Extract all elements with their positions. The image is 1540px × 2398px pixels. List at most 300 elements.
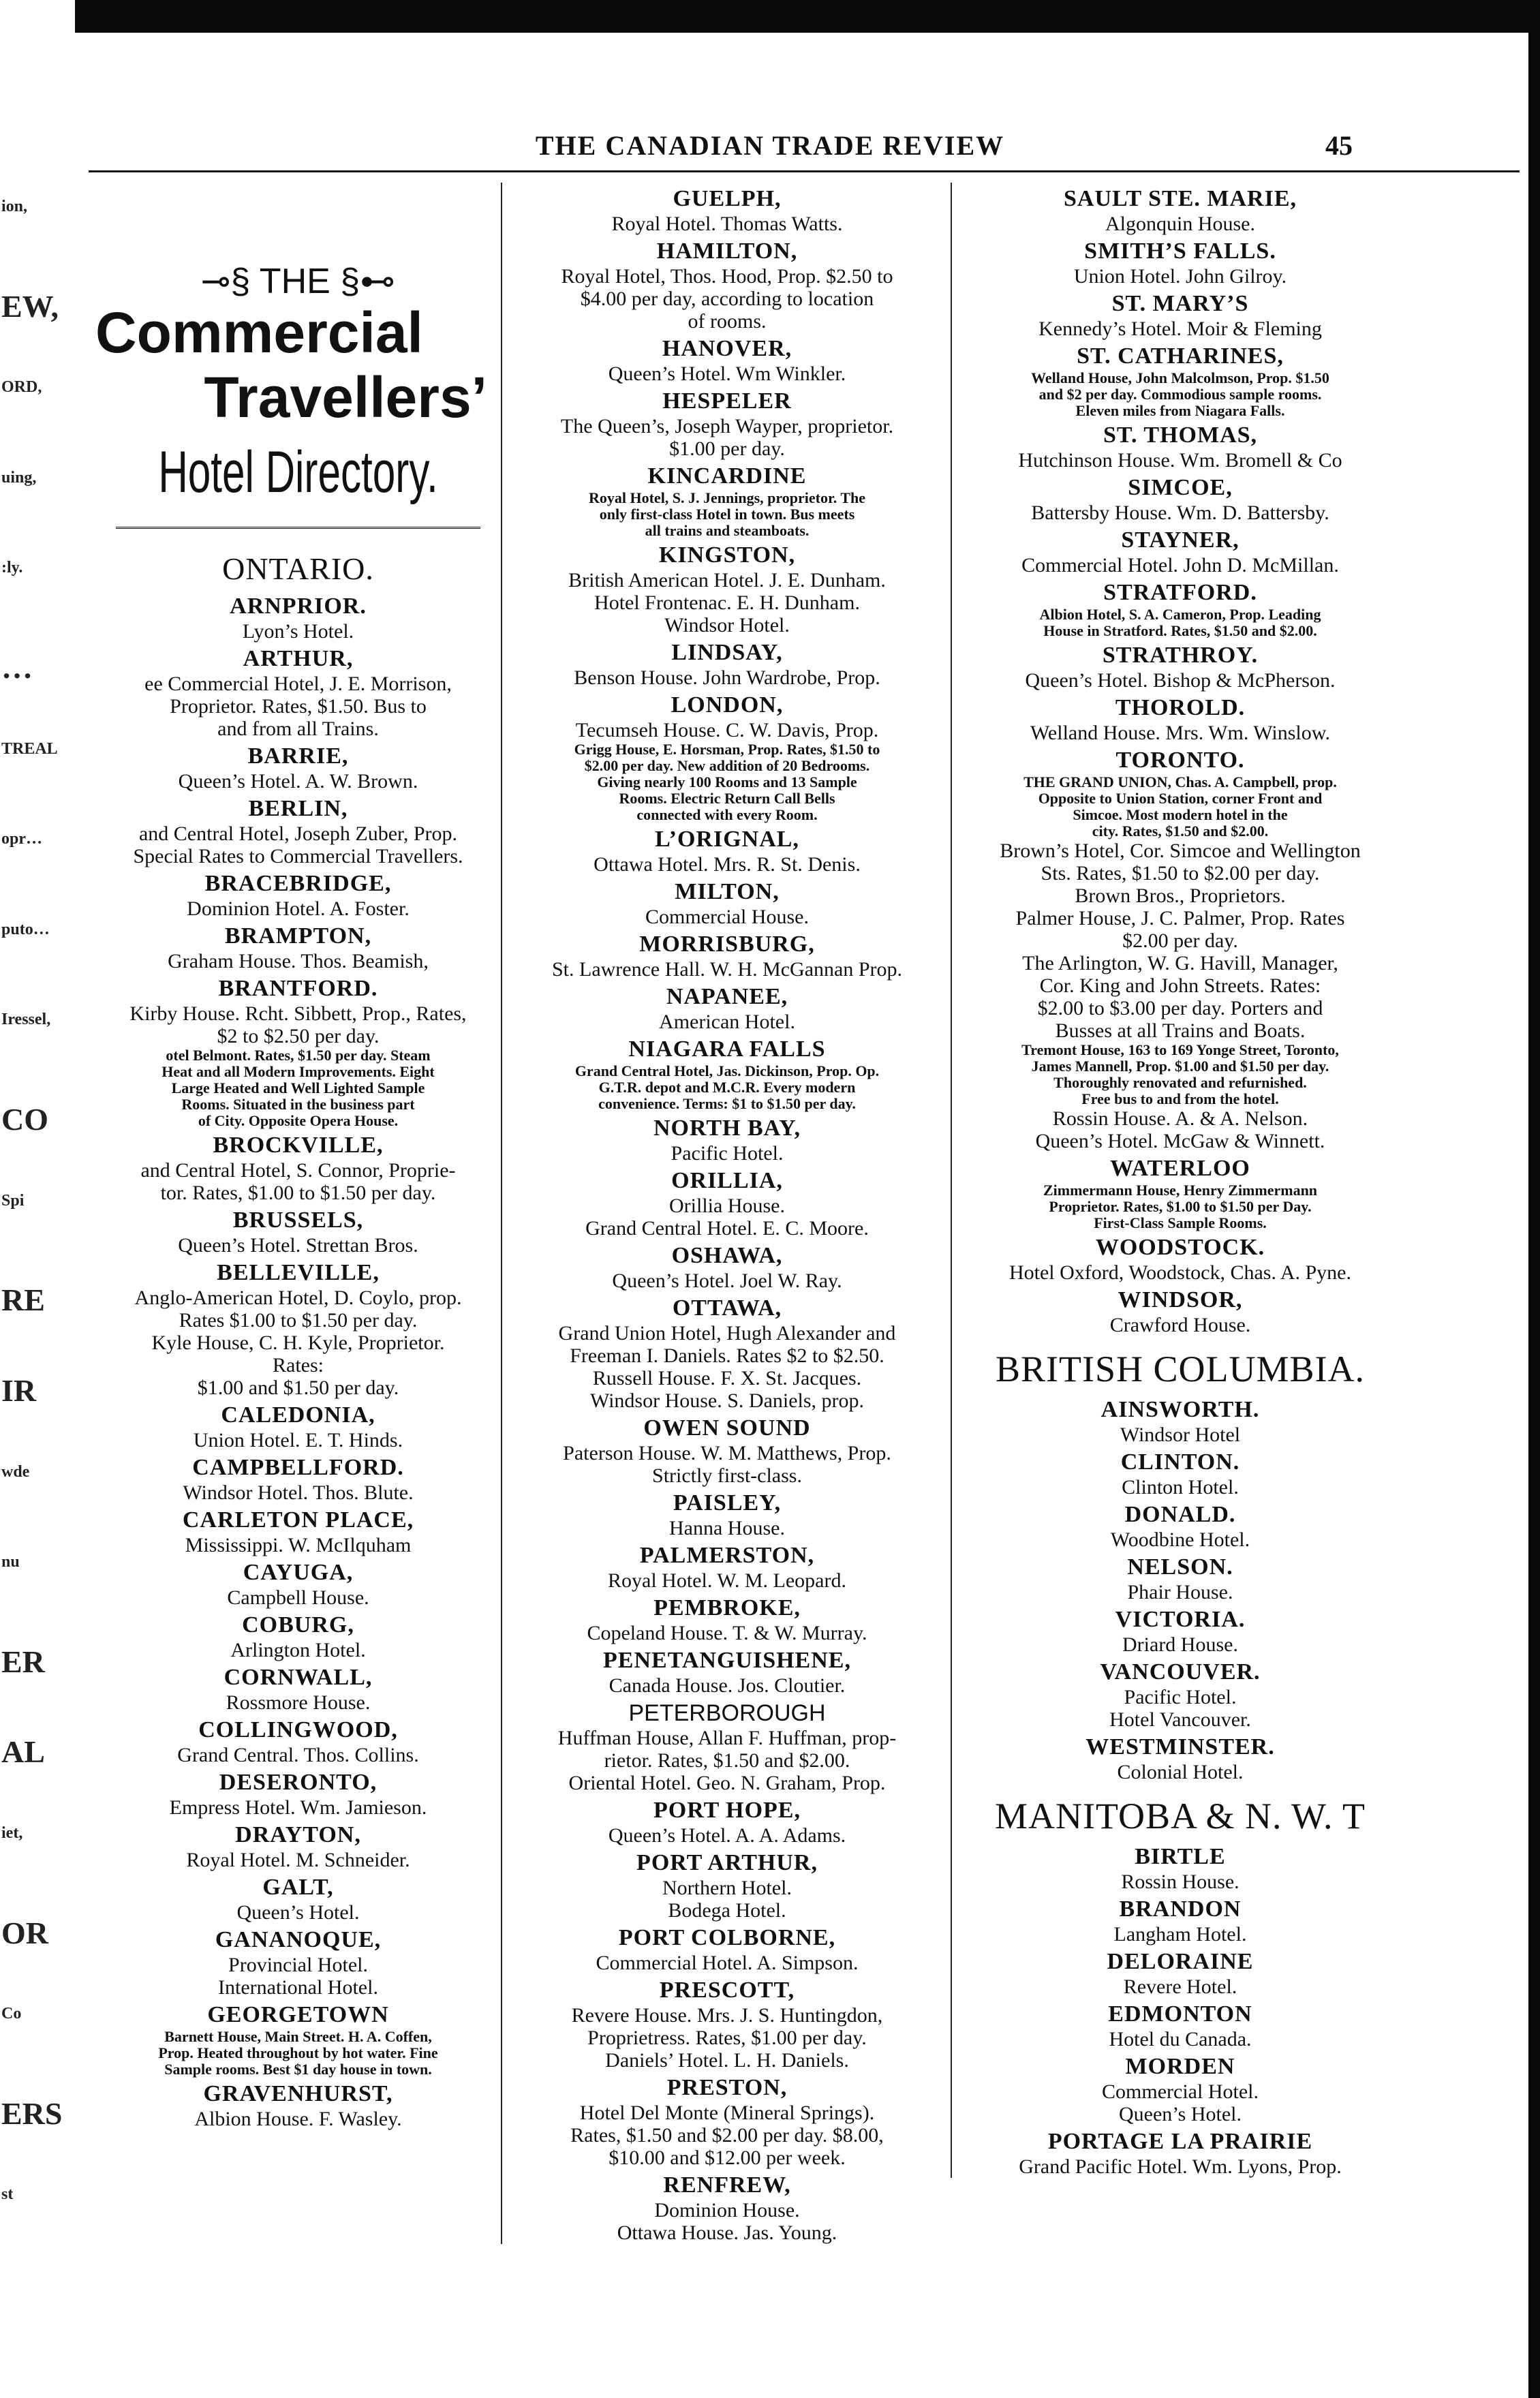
town-name: BRAMPTON, <box>224 923 372 949</box>
town-name: BERLIN, <box>248 796 348 821</box>
town-name: PENETANGUISHENE, <box>603 1648 851 1673</box>
hotel-listing-line: Albion House. F. Wasley. <box>194 2108 402 2130</box>
hotel-listing-line: Orillia House. <box>669 1195 785 1217</box>
town-name: ORILLIA, <box>671 1168 783 1193</box>
hotel-listing-line: ee Commercial Hotel, J. E. Morrison, <box>144 673 452 695</box>
hotel-listing-line: Phair House. <box>1127 1581 1233 1603</box>
hotel-advertisement-line: of City. Opposite Opera House. <box>198 1112 399 1129</box>
hotel-listing-line: tor. Rates, $1.00 to $1.50 per day. <box>160 1182 436 1204</box>
hotel-listing-line: The Queen’s, Joseph Wayper, proprietor. <box>560 415 894 437</box>
margin-fragment: AL <box>1 1734 45 1770</box>
hotel-advertisement-line: Zimmermann House, Henry Zimmermann <box>1043 1182 1318 1199</box>
hotel-advertisement-line: Heat and all Modern Improvements. Eight <box>161 1063 435 1080</box>
directory-entry <box>952 1234 1408 1284</box>
hotel-listing-line: and Central Hotel, S. Connor, Proprie- <box>140 1159 456 1182</box>
hotel-advertisement-line: First-Class Sample Rooms. <box>1094 1214 1267 1231</box>
directory-entry <box>95 1926 501 1999</box>
hotel-listing-line: Canada House. Jos. Cloutier. <box>609 1674 846 1697</box>
hotel-advertisement-line: Simcoe. Most modern hotel in the <box>1073 806 1288 823</box>
town-name: PORT HOPE, <box>653 1798 801 1823</box>
town-name: AINSWORTH. <box>1100 1397 1260 1422</box>
town-name: OSHAWA, <box>671 1243 783 1268</box>
town-name: BRANDON <box>1119 1896 1242 1922</box>
hotel-listing-line: Rates $1.00 to $1.50 per day. <box>179 1309 418 1332</box>
directory-entry <box>952 1396 1408 1446</box>
town-name: DESERONTO, <box>219 1770 378 1795</box>
town-name: BIRTLE <box>1135 1844 1226 1869</box>
hotel-listing-line: Freeman I. Daniels. Rates $2 to $2.50. <box>570 1344 884 1367</box>
hotel-listing-line: Grand Central. Thos. Collins. <box>177 1744 419 1766</box>
hotel-listing-line: Huffman House, Allan F. Huffman, prop- <box>557 1727 897 1749</box>
hotel-listing-line: Grand Union Hotel, Hugh Alexander and <box>558 1322 896 1344</box>
directory-entry <box>502 1415 952 1487</box>
directory-entry <box>502 1977 952 2072</box>
margin-fragment: CO <box>1 1102 48 1137</box>
hotel-listing-line: Provincial Hotel. <box>228 1954 368 1976</box>
column-1-entries <box>95 549 501 2130</box>
hotel-listing-line: Rates: <box>273 1354 324 1377</box>
directory-entry <box>502 1700 952 1794</box>
hotel-advertisement-line: Proprietor. Rates, $1.00 to $1.50 per Day. <box>1049 1198 1312 1215</box>
hotel-listing-line: Daniels’ Hotel. L. H. Daniels. <box>605 2049 849 2072</box>
town-name: SIMCOE, <box>1128 475 1233 500</box>
margin-fragment: Iressel, <box>1 1011 51 1029</box>
directory-entry <box>952 1734 1408 1783</box>
town-name: ARTHUR, <box>243 646 354 671</box>
directory-entry <box>952 1155 1408 1231</box>
hotel-listing-line: Queen’s Hotel. Bishop & McPherson. <box>1025 669 1336 692</box>
town-name: THOROLD. <box>1115 695 1246 720</box>
hotel-listing-line: Windsor Hotel. Thos. Blute. <box>183 1481 414 1504</box>
town-name: STRATHROY. <box>1102 643 1259 668</box>
directory-entry <box>95 1207 501 1257</box>
directory-entry <box>502 983 952 1033</box>
hotel-listing-line: Dominion Hotel. A. Foster. <box>187 897 410 920</box>
town-name: GALT, <box>262 1875 334 1900</box>
hotel-listing-line: Strictly first-class. <box>652 1464 802 1487</box>
hotel-listing-line: Bodega Hotel. <box>668 1899 786 1922</box>
hotel-listing-line: $1.00 per day. <box>669 437 785 460</box>
margin-fragment: IR <box>1 1372 37 1408</box>
hotel-advertisement-line: otel Belmont. Rates, $1.50 per day. Steam <box>166 1047 431 1064</box>
hotel-advertisement-line: Grigg House, E. Horsman, Prop. Rates, $1.50 to <box>574 741 880 758</box>
hotel-listing-line: Hotel Vancouver. <box>1109 1708 1251 1731</box>
hotel-advertisement-line: Albion Hotel, S. A. Cameron, Prop. Leading <box>1039 606 1321 623</box>
margin-fragment: Co <box>1 2005 22 2023</box>
hotel-advertisement-line: Royal Hotel, S. J. Jennings, proprietor. The <box>588 489 866 506</box>
directory-entry <box>95 923 501 972</box>
directory-entry <box>95 2001 501 2078</box>
town-name: EDMONTON <box>1108 2001 1252 2027</box>
directory-entry <box>952 1287 1408 1336</box>
town-name: BRACEBRIDGE, <box>204 871 392 896</box>
town-name: DELORAINE <box>1107 1949 1254 1974</box>
town-name: BRUSSELS, <box>232 1208 364 1233</box>
hotel-advertisement-line: convenience. Terms: $1 to $1.50 per day. <box>598 1095 856 1112</box>
town-name: LINDSAY, <box>671 640 783 665</box>
hotel-listing-line: Windsor House. S. Daniels, prop. <box>589 1389 865 1412</box>
directory-entry <box>952 1659 1408 1731</box>
directory-column-3 <box>951 183 1408 2178</box>
town-name: NIAGARA FALLS <box>628 1036 826 1062</box>
directory-entry <box>95 870 501 920</box>
town-name: COBURG, <box>242 1612 354 1638</box>
directory-entry <box>502 931 952 981</box>
hotel-listing-line: Queen’s Hotel. Joel W. Ray. <box>612 1270 842 1292</box>
town-name: BARRIE, <box>247 743 349 769</box>
hotel-listing-line: $4.00 per day, according to location <box>580 288 874 310</box>
hotel-listing-line: Pacific Hotel. <box>1124 1686 1237 1708</box>
hotel-advertisement-line: G.T.R. depot and M.C.R. Every modern <box>598 1079 856 1096</box>
page-number: 45 <box>1325 130 1353 161</box>
banner-the: ⊸§ THE §⊷ <box>200 262 396 301</box>
directory-entry <box>952 2001 1408 2050</box>
hotel-advertisement-line: Free bus to and from the hotel. <box>1081 1090 1279 1107</box>
town-name: PALMERSTON, <box>639 1543 815 1568</box>
hotel-advertisement-line: Large Heated and Well Lighted Sample <box>171 1079 425 1096</box>
hotel-listing-line: Colonial Hotel. <box>1117 1761 1244 1783</box>
hotel-listing-line: Brown’s Hotel, Cor. Simcoe and Wellington <box>1000 840 1361 862</box>
margin-fragment: ER <box>1 1644 45 1679</box>
town-name: DONALD. <box>1124 1502 1236 1527</box>
province-heading: MANITOBA & N. W. T <box>994 1796 1366 1836</box>
hotel-listing-line: Empress Hotel. Wm. Jamieson. <box>169 1796 427 1819</box>
hotel-advertisement-line: Eleven miles from Niagara Falls. <box>1075 402 1285 419</box>
hotel-listing-line: Queen’s Hotel. A. W. Brown. <box>178 770 418 793</box>
margin-fragment: Spi <box>1 1191 25 1210</box>
hotel-listing-line: Commercial Hotel. <box>1102 2080 1259 2103</box>
directory-entry <box>502 1490 952 1539</box>
hotel-advertisement-line: connected with every Room. <box>636 806 818 823</box>
margin-fragment: EW, <box>1 288 59 324</box>
hotel-advertisement-line: Grand Central Hotel, Jas. Dickinson, Prop. Op. <box>574 1062 880 1079</box>
hotel-listing-line: Driard House. <box>1122 1633 1238 1656</box>
directory-entry <box>502 388 952 460</box>
town-name: MILTON, <box>675 879 780 904</box>
directory-entry <box>502 692 952 823</box>
hotel-listing-line: of rooms. <box>688 310 767 333</box>
margin-fragment: puto… <box>1 920 50 938</box>
hotel-advertisement-line: Rooms. Electric Return Call Bells <box>619 790 835 807</box>
hotel-listing-line: Ottawa House. Jas. Young. <box>617 2222 837 2244</box>
banner-rule <box>116 527 480 529</box>
banner-hotel-directory: Hotel Directory. <box>158 440 438 505</box>
margin-fragment: ERS <box>1 2095 63 2131</box>
town-name: DRAYTON, <box>235 1822 361 1847</box>
town-name: WESTMINSTER. <box>1085 1734 1275 1759</box>
hotel-listing-line: Hutchinson House. Wm. Bromell & Co <box>1018 449 1342 472</box>
directory-entry <box>952 579 1408 639</box>
hotel-advertisement-line: only first-class Hotel in town. Bus meets <box>599 506 855 523</box>
town-name: GEORGETOWN <box>207 2002 389 2027</box>
hotel-listing-line: Kyle House, C. H. Kyle, Proprietor. <box>151 1332 445 1354</box>
hotel-listing-line: Hanna House. <box>669 1517 785 1539</box>
hotel-advertisement-line: THE GRAND UNION, Chas. A. Campbell, prop. <box>1023 773 1337 790</box>
town-name: SAULT STE. MARIE, <box>1063 186 1297 211</box>
hotel-listing-line: Windsor Hotel <box>1120 1424 1241 1446</box>
town-name: CAMPBELLFORD. <box>192 1455 404 1480</box>
hotel-listing-line: Kennedy’s Hotel. Moir & Fleming <box>1038 318 1322 340</box>
hotel-listing-line: Rates, $1.50 and $2.00 per day. $8.00, <box>570 2124 884 2147</box>
directory-entry <box>95 645 501 740</box>
directory-entry <box>502 1849 952 1922</box>
province-heading: BRITISH COLUMBIA. <box>995 1349 1366 1389</box>
directory-entry <box>502 1595 952 1644</box>
directory-entry <box>952 1554 1408 1603</box>
directory-entry <box>502 826 952 876</box>
hotel-advertisement-line: Barnett House, Main Street. H. A. Coffen, <box>164 2028 432 2045</box>
town-name: NORTH BAY, <box>653 1116 801 1141</box>
directory-entry <box>502 639 952 689</box>
directory-entry <box>95 1717 501 1766</box>
hotel-listing-line: Mississippi. W. McIlquham <box>185 1534 412 1556</box>
directory-entry <box>502 1036 952 1112</box>
margin-fragment: uing, <box>1 468 37 487</box>
town-name: GANANOQUE, <box>215 1927 382 1952</box>
directory-entry <box>95 1402 501 1451</box>
town-name: BROCKVILLE, <box>213 1133 384 1158</box>
town-name: MORRISBURG, <box>639 932 815 957</box>
page-header-title: THE CANADIAN TRADE REVIEW <box>535 130 1005 161</box>
left-margin-fragments <box>0 170 95 2351</box>
directory-entry <box>952 642 1408 692</box>
hotel-listing-line: Langham Hotel. <box>1113 1923 1247 1946</box>
hotel-listing-line: Hotel du Canada. <box>1109 2028 1252 2050</box>
directory-entry <box>952 422 1408 472</box>
hotel-advertisement-line: Thoroughly renovated and refurnished. <box>1053 1074 1307 1091</box>
hotel-listing-line: Hotel Frontenac. E. H. Dunham. <box>594 591 860 614</box>
directory-entry <box>502 238 952 333</box>
hotel-listing-line: Revere House. Mrs. J. S. Huntingdon, <box>571 2004 883 2027</box>
town-name: MORDEN <box>1125 2054 1235 2079</box>
hotel-advertisement-line: House in Stratford. Rates, $1.50 and $2.00. <box>1043 622 1317 639</box>
hotel-listing-line: Battersby House. Wm. D. Battersby. <box>1031 502 1329 524</box>
hotel-listing-line: Queen’s Hotel. McGaw & Winnett. <box>1035 1130 1325 1152</box>
directory-entry <box>952 238 1408 288</box>
town-name: BELLEVILLE, <box>217 1260 380 1285</box>
hotel-listing-line: $2.00 to $3.00 per day. Porters and <box>1037 997 1323 1019</box>
hotel-listing-line: Hotel Del Monte (Mineral Springs). <box>579 2102 875 2124</box>
directory-entry <box>952 1449 1408 1498</box>
hotel-listing-line: Campbell House. <box>227 1586 369 1609</box>
directory-entry <box>952 2128 1408 2178</box>
hotel-listing-line: Clinton Hotel. <box>1122 1476 1239 1498</box>
hotel-listing-line: and Central Hotel, Joseph Zuber, Prop. <box>138 823 458 845</box>
column-2-entries <box>502 185 952 2244</box>
directory-entry <box>95 1132 501 1204</box>
town-name: PAISLEY, <box>673 1490 782 1516</box>
town-name: HANOVER, <box>662 336 792 361</box>
hotel-listing-line: Pacific Hotel. <box>671 1142 784 1165</box>
margin-fragment: wde <box>1 1462 30 1481</box>
directory-entry <box>95 1821 501 1871</box>
hotel-listing-line: Grand Pacific Hotel. Wm. Lyons, Prop. <box>1019 2155 1342 2178</box>
town-name: CORNWALL, <box>224 1665 373 1690</box>
town-name: GRAVENHURST, <box>203 2081 393 2106</box>
town-name: STRATFORD. <box>1103 580 1257 605</box>
directory-entry <box>95 1664 501 1714</box>
directory-entry <box>952 747 1408 1152</box>
hotel-listing-line: Crawford House. <box>1109 1314 1251 1336</box>
town-name: PORT ARTHUR, <box>636 1850 818 1875</box>
town-name: ST. MARY’S <box>1111 291 1249 316</box>
hotel-listing-line: Anglo-American Hotel, D. Coylo, prop. <box>134 1287 462 1309</box>
hotel-listing-line: Welland House. Mrs. Wm. Winslow. <box>1030 722 1330 744</box>
directory-entry <box>502 1295 952 1412</box>
margin-fragment: iet, <box>1 1824 23 1842</box>
hotel-listing-line: Queen’s Hotel. Wm Winkler. <box>608 363 846 385</box>
margin-fragment: ORD, <box>1 378 42 397</box>
directory-entry <box>952 2053 1408 2125</box>
directory-entry <box>502 1167 952 1240</box>
hotel-listing-line: Union Hotel. E. T. Hinds. <box>193 1429 403 1451</box>
town-name: KINGSTON, <box>658 542 796 568</box>
hotel-listing-line: Palmer House, J. C. Palmer, Prop. Rates <box>1015 907 1345 929</box>
directory-entry <box>95 1769 501 1819</box>
hotel-listing-line: Royal Hotel. W. M. Leopard. <box>608 1569 846 1592</box>
town-name: PRESTON, <box>666 2075 788 2100</box>
margin-fragment: st <box>1 2185 14 2204</box>
hotel-listing-line: Revere Hotel. <box>1123 1976 1237 1998</box>
hotel-advertisement-line: and $2 per day. Commodious sample rooms. <box>1038 386 1322 403</box>
town-name: GUELPH, <box>673 186 782 211</box>
hotel-listing-line: Commercial House. <box>645 906 809 928</box>
hotel-listing-line: rietor. Rates, $1.50 and $2.00. <box>604 1749 850 1772</box>
directory-entry <box>502 1647 952 1697</box>
hotel-listing-line: American Hotel. <box>659 1011 795 1033</box>
town-name: HESPELER <box>662 388 792 414</box>
hotel-advertisement-line: Welland House, John Malcolmson, Prop. $1.50 <box>1031 369 1329 386</box>
hotel-advertisement-line: all trains and steamboats. <box>645 522 810 539</box>
hotel-listing-line: Benson House. John Wardrobe, Prop. <box>574 666 880 689</box>
directory-entry <box>952 474 1408 524</box>
town-name: CAYUGA, <box>243 1560 354 1585</box>
hotel-listing-line: Queen’s Hotel. <box>236 1901 360 1924</box>
hotel-listing-line: Ottawa Hotel. Mrs. R. St. Denis. <box>594 853 861 876</box>
town-name: WOODSTOCK. <box>1095 1235 1265 1260</box>
town-name: CARLETON PLACE, <box>182 1507 414 1533</box>
directory-entry <box>95 743 501 793</box>
town-name: ARNPRIOR. <box>230 594 367 619</box>
directory-column-2 <box>501 183 952 2244</box>
hotel-listing-line: International Hotel. <box>218 1976 378 1999</box>
hotel-listing-line: Queen’s Hotel. Strettan Bros. <box>178 1234 418 1257</box>
directory-entry <box>95 795 501 867</box>
hotel-listing-line: British American Hotel. J. E. Dunham. <box>568 569 886 591</box>
directory-entry <box>952 1896 1408 1946</box>
margin-fragment: TREAL <box>1 739 58 758</box>
directory-entry <box>952 1843 1408 1893</box>
hotel-advertisement-line: Sample rooms. Best $1 day house in town. <box>164 2061 432 2078</box>
town-name: SMITH’S FALLS. <box>1084 239 1276 264</box>
top-black-edge <box>75 0 1540 33</box>
directory-entry <box>95 1612 501 1661</box>
directory-entry <box>95 1454 501 1504</box>
hotel-advertisement-line: Prop. Heated throughout by hot water. Fine <box>158 2044 438 2061</box>
hotel-listing-line: Paterson House. W. M. Matthews, Prop. <box>563 1442 891 1464</box>
directory-entry <box>502 878 952 928</box>
hotel-listing-line: Arlington Hotel. <box>230 1639 366 1661</box>
hotel-advertisement-line: Giving nearly 100 Rooms and 13 Sample <box>597 773 857 790</box>
hotel-listing-line: Cor. King and John Streets. Rates: <box>1039 974 1321 997</box>
hotel-listing-line: Rossin House. A. & A. Nelson. <box>1052 1107 1308 1130</box>
hotel-listing-line: Queen’s Hotel. A. A. Adams. <box>608 1824 846 1847</box>
town-name: ST. CATHARINES, <box>1077 343 1284 369</box>
directory-entry <box>95 1259 501 1399</box>
town-name: HAMILTON, <box>656 239 798 264</box>
hotel-listing-line: Windsor Hotel. <box>664 614 790 636</box>
hotel-advertisement-line: Rooms. Situated in the business part <box>181 1096 415 1113</box>
town-name: NAPANEE, <box>666 984 788 1009</box>
directory-entry <box>502 335 952 385</box>
hotel-listing-line: Woodbine Hotel. <box>1110 1528 1250 1551</box>
hotel-listing-line: Russell House. F. X. St. Jacques. <box>592 1367 862 1389</box>
column-3-entries <box>952 185 1408 2178</box>
banner-commercial: Commercial <box>95 301 423 365</box>
town-name: VICTORIA. <box>1115 1607 1246 1632</box>
directory-entry <box>502 1115 952 1165</box>
hotel-advertisement-line: James Mannell, Prop. $1.00 and $1.50 per day. <box>1031 1058 1329 1075</box>
town-name: ST. THOMAS, <box>1103 422 1258 448</box>
hotel-listing-line: Brown Bros., Proprietors. <box>1075 885 1286 907</box>
town-name: WINDSOR, <box>1118 1287 1243 1312</box>
directory-entry <box>952 694 1408 744</box>
directory-entry <box>95 1507 501 1556</box>
hotel-listing-line: Kirby House. Rcht. Sibbett, Prop., Rates, <box>129 1002 467 1025</box>
province-heading: ONTARIO. <box>222 551 374 586</box>
town-name: RENFREW, <box>663 2172 791 2198</box>
margin-fragment: nu <box>1 1553 20 1571</box>
hotel-listing-line: Commercial Hotel. A. Simpson. <box>596 1952 859 1974</box>
hotel-listing-line: Oriental Hotel. Geo. N. Graham, Prop. <box>568 1772 886 1794</box>
town-name: PORTAGE LA PRAIRIE <box>1047 2129 1313 2154</box>
hotel-listing-line: Proprietress. Rates, $1.00 per day. <box>587 2027 867 2049</box>
directory-entry <box>95 1874 501 1924</box>
hotel-listing-line: Royal Hotel, Thos. Hood, Prop. $2.50 to <box>561 265 893 288</box>
hotel-advertisement-line: Tremont House, 163 to 169 Yonge Street, Toronto, <box>1021 1041 1339 1058</box>
hotel-listing-line: Lyon’s Hotel. <box>242 620 354 643</box>
hotel-listing-line: Northern Hotel. <box>662 1877 792 1899</box>
directory-entry <box>502 1542 952 1592</box>
directory-entry <box>952 1501 1408 1551</box>
directory-banner <box>95 261 501 529</box>
hotel-listing-line: The Arlington, W. G. Havill, Manager, <box>1022 952 1338 974</box>
town-name: KINCARDINE <box>647 463 807 489</box>
town-name: STAYNER, <box>1121 527 1239 553</box>
town-name: LONDON, <box>671 692 784 718</box>
directory-entry <box>502 1242 952 1292</box>
directory-entry <box>502 185 952 235</box>
hotel-listing-line: St. Lawrence Hall. W. H. McGannan Prop. <box>551 958 903 981</box>
town-name: PRESCOTT, <box>659 1978 795 2003</box>
hotel-listing-line: Busses at all Trains and Boats. <box>1055 1019 1306 1042</box>
hotel-listing-line: Commercial Hotel. John D. McMillan. <box>1021 554 1339 577</box>
directory-entry <box>502 463 952 539</box>
town-name: BRANTFORD. <box>218 976 378 1001</box>
hotel-listing-line: and from all Trains. <box>217 718 379 740</box>
directory-entry <box>95 975 501 1129</box>
town-name: OWEN SOUND <box>643 1415 811 1441</box>
banner-travellers: Travellers’ <box>204 365 487 429</box>
hotel-listing-line: Union Hotel. John Gilroy. <box>1073 265 1287 288</box>
town-name: VANCOUVER. <box>1100 1659 1261 1685</box>
directory-entry <box>952 343 1408 419</box>
town-name: CALEDONIA, <box>221 1402 375 1428</box>
margin-fragment: :ly. <box>1 559 23 577</box>
hotel-advertisement-line: Opposite to Union Station, corner Front and <box>1038 790 1323 807</box>
right-black-edge <box>1528 0 1540 2398</box>
margin-fragment: OR <box>1 1915 48 1950</box>
